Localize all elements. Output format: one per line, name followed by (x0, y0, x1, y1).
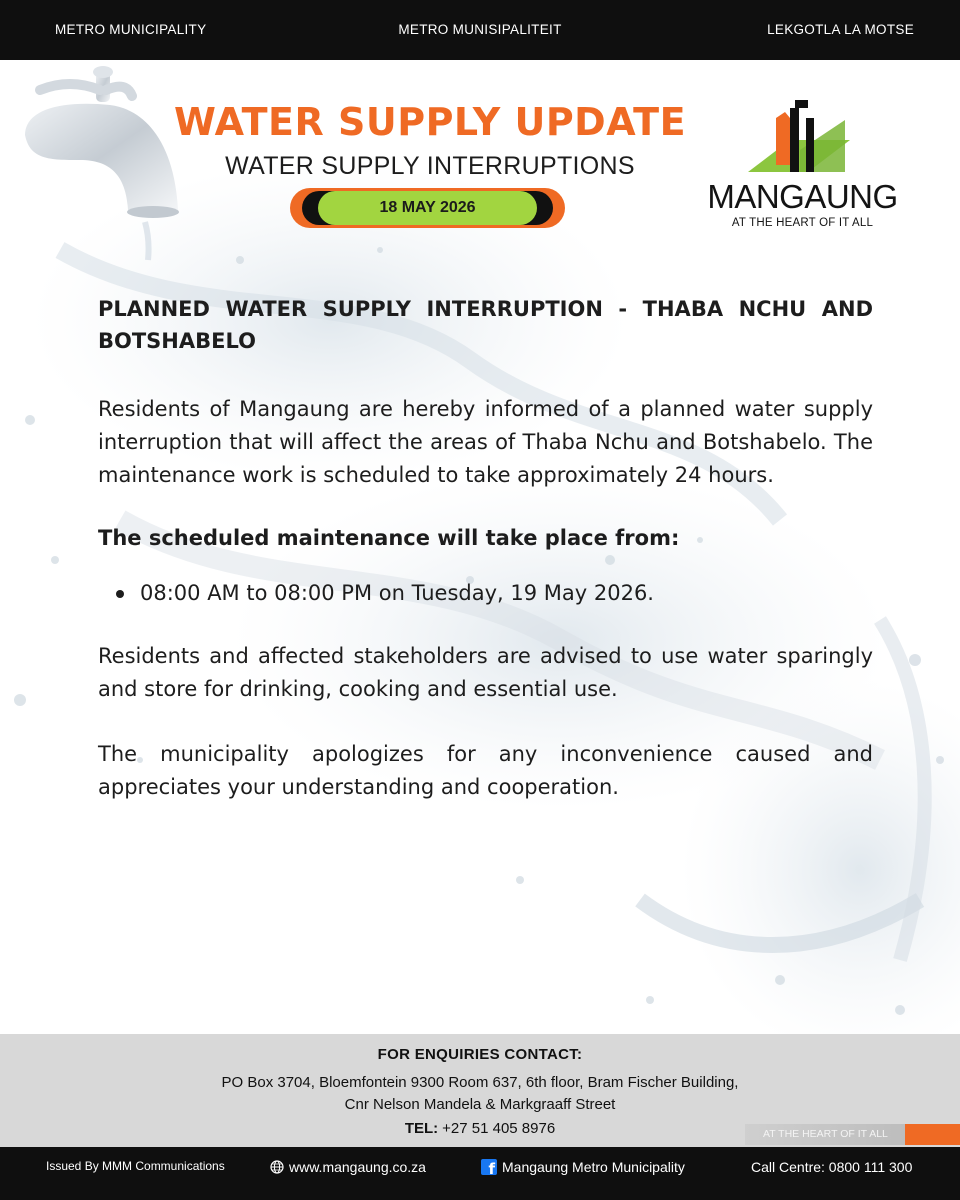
date-banner (290, 188, 565, 228)
notice-paragraph-3: The municipality apologizes for any inconvenience caused and appreciates your understanding and cooperation. (98, 742, 873, 799)
enquiries-address (130, 1072, 830, 1116)
logo-name: MANGAUNG (707, 178, 898, 215)
facebook-icon (481, 1159, 497, 1175)
schedule-heading: The scheduled maintenance will take place from: (98, 526, 680, 550)
tel-value: +27 51 405 8976 (442, 1120, 556, 1137)
tagline-strip-accent (905, 1124, 960, 1145)
enquiries-heading: FOR ENQUIRIES CONTACT: (377, 1046, 583, 1063)
address-line-2: Cnr Nelson Mandela & Markgraaff Street (344, 1096, 616, 1113)
logo-tagline: AT THE HEART OF IT ALL (731, 217, 874, 229)
date-text: 18 MAY 2026 (318, 191, 537, 225)
top-bar-right-text: LEKGOTLA LA MOTSE (767, 22, 914, 37)
top-bar (0, 0, 960, 60)
website-text: www.mangaung.co.za (289, 1159, 426, 1175)
notice-paragraph-2: Residents and affected stakeholders are advised to use water sparingly and store for drinking, cooking and essential use. (98, 644, 873, 701)
headline: WATER SUPPLY UPDATE (173, 100, 687, 144)
call-centre-text: Call Centre: 0800 111 300 (751, 1159, 913, 1175)
issued-by-text: Issued By MMM Communications (46, 1159, 225, 1173)
tel-label: TEL: (404, 1120, 439, 1137)
facebook-link[interactable] (481, 1159, 685, 1175)
top-bar-left-text: METRO MUNICIPALITY (55, 22, 207, 37)
address-line-1: PO Box 3704, Bloemfontein 9300 Room 637, 6th floor, Bram Fischer Building, (221, 1074, 739, 1091)
notice-title: PLANNED WATER SUPPLY INTERRUPTION - THABA NCHU AND BOTSHABELO (98, 297, 873, 353)
facebook-text: Mangaung Metro Municipality (502, 1159, 685, 1175)
globe-icon (270, 1160, 284, 1174)
notice-content (98, 293, 873, 804)
schedule-item: 08:00 AM to 08:00 PM on Tuesday, 19 May 2026. (98, 577, 873, 610)
footer-bar (0, 1147, 960, 1200)
schedule-list (98, 577, 873, 610)
tagline-strip-text: AT THE HEART OF IT ALL (763, 1128, 888, 1140)
notice-paragraph-1: Residents of Mangaung are hereby informed of a planned water supply interruption that will affect the areas of Thaba Nchu and Botshabelo. The maintenance work is scheduled to take approximately 24 hours. (98, 397, 873, 487)
subheadline: WATER SUPPLY INTERRUPTIONS (225, 152, 635, 180)
tagline-strip (745, 1124, 905, 1145)
website-link[interactable] (270, 1159, 426, 1175)
top-bar-center-text: METRO MUNISIPALITEIT (398, 22, 562, 37)
